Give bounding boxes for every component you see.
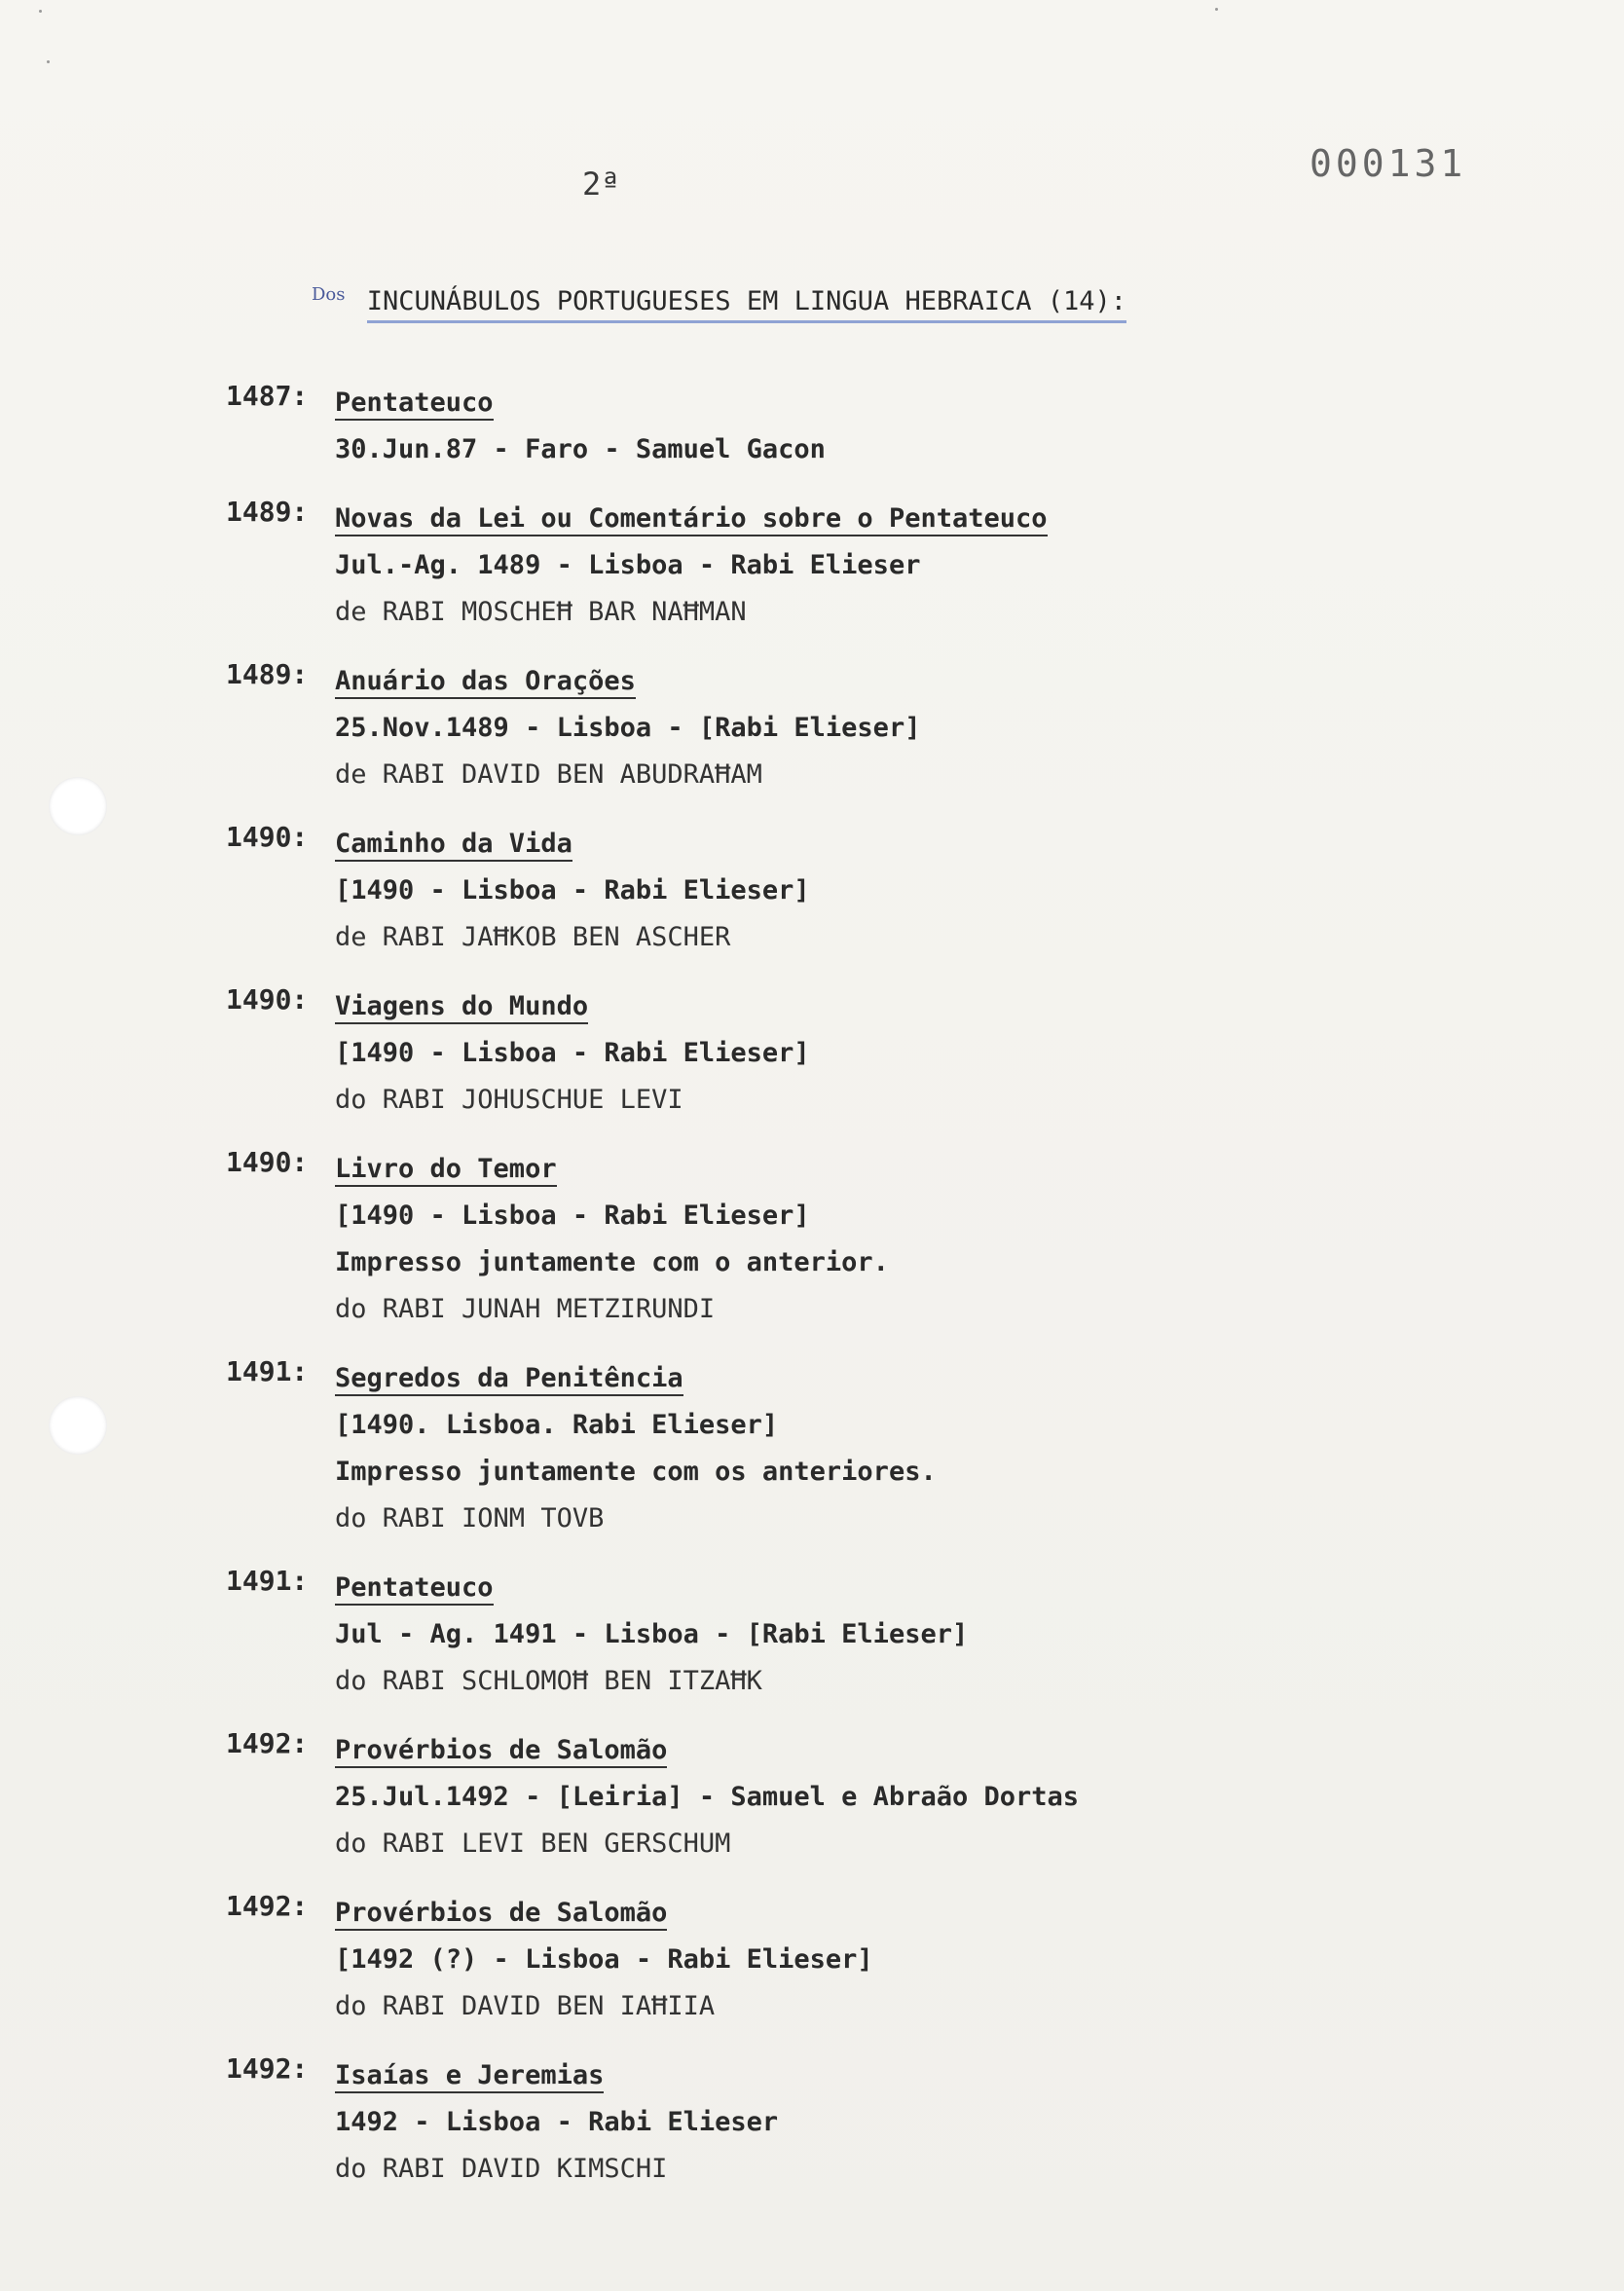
entry-detail: [1490 - Lisboa - Rabi Elieser] [335,875,810,905]
entry-title: Provérbios de Salomão [335,1890,1492,1937]
heading-handwritten-prefix: Dos [312,284,346,305]
list-item [226,1146,1492,1333]
incunabula-list [226,380,1492,2215]
entry-title: Provérbios de Salomão [335,1727,1492,1774]
entry-detail: [1490 - Lisboa - Rabi Elieser] [335,1201,810,1231]
entry-author: do RABI IONM TOVB [335,1503,605,1533]
entry-body [335,1565,1492,1705]
entry-detail: [1490. Lisboa. Rabi Elieser] [335,1410,779,1440]
list-item [226,1727,1492,1867]
stray-mark [47,60,50,63]
entry-year: 1492: [226,1727,309,1759]
entry-year: 1489: [226,496,309,528]
entry-year: 1490: [226,821,309,853]
entry-title: Novas da Lei ou Comentário sobre o Pentateuco [335,496,1492,542]
entry-title: Livro do Temor [335,1146,1492,1193]
entry-author: do RABI LEVI BEN GERSCHUM [335,1829,731,1859]
entry-note: Impresso juntamente com os anteriores. [335,1457,937,1487]
entry-detail: 1492 - Lisboa - Rabi Elieser [335,2107,779,2137]
entry-body [335,380,1492,473]
entry-note: Impresso juntamente com o anterior. [335,1247,889,1277]
entry-title: Segredos da Penitência [335,1355,1492,1402]
entry-year: 1489: [226,658,309,690]
entry-title: Pentateuco [335,1565,1492,1611]
entry-author: de RABI DAVID BEN ABUDRAĦAM [335,759,762,790]
stray-mark [39,10,42,13]
entry-author: do RABI SCHLOMOĦ BEN ITZAĦK [335,1666,762,1696]
entry-author: do RABI DAVID BEN IAĦIIA [335,1991,716,2021]
entry-detail: [1492 (?) - Lisboa - Rabi Elieser] [335,1944,873,1975]
entry-title: Anuário das Orações [335,658,1492,705]
list-item [226,658,1492,798]
entry-body [335,983,1492,1124]
entry-year: 1490: [226,983,309,1016]
list-item [226,983,1492,1124]
entry-title: Caminho da Vida [335,821,1492,868]
entry-author: do RABI DAVID KIMSCHI [335,2154,668,2184]
document-id-stamp: 000131 [1310,142,1467,185]
entry-detail: 25.Nov.1489 - Lisboa - [Rabi Elieser] [335,713,921,743]
list-item [226,2052,1492,2193]
entry-author: de RABI JAĦKOB BEN ASCHER [335,922,731,952]
entry-body [335,2052,1492,2193]
entry-body [335,658,1492,798]
entry-body [335,496,1492,636]
entry-detail: 30.Jun.87 - Faro - Samuel Gacon [335,434,826,464]
heading-title: INCUNÁBULOS PORTUGUESES EM LINGUA HEBRAICA (14): [367,286,1126,323]
list-item [226,496,1492,636]
entry-body [335,1727,1492,1867]
entry-title: Isaías e Jeremias [335,2052,1492,2099]
entry-year: 1492: [226,2052,309,2085]
entry-body [335,1355,1492,1542]
entry-body [335,1146,1492,1333]
entry-year: 1490: [226,1146,309,1178]
list-item [226,380,1492,473]
entry-year: 1487: [226,380,309,412]
entry-body [335,821,1492,961]
stray-mark [1215,8,1218,11]
list-item [226,1890,1492,2030]
entry-year: 1492: [226,1890,309,1922]
entry-year: 1491: [226,1565,309,1597]
entry-title: Viagens do Mundo [335,983,1492,1030]
entry-title: Pentateuco [335,380,1492,426]
entry-detail: Jul.-Ag. 1489 - Lisboa - Rabi Elieser [335,550,921,580]
entry-author: do RABI JOHUSCHUE LEVI [335,1085,683,1115]
list-item [226,1565,1492,1705]
entry-year: 1491: [226,1355,309,1387]
punch-hole [49,1396,107,1455]
entry-author: de RABI MOSCHEĦ BAR NAĦMAN [335,597,747,627]
entry-detail: [1490 - Lisboa - Rabi Elieser] [335,1038,810,1068]
list-item [226,821,1492,961]
list-item [226,1355,1492,1542]
entry-body [335,1890,1492,2030]
punch-hole [49,777,107,835]
entry-detail: 25.Jul.1492 - [Leiria] - Samuel e Abraão Dortas [335,1782,1080,1812]
entry-author: do RABI JUNAH METZIRUNDI [335,1294,716,1324]
entry-detail: Jul - Ag. 1491 - Lisboa - [Rabi Elieser] [335,1619,969,1649]
section-heading [312,284,1126,316]
page-number: 2ª [582,166,620,203]
